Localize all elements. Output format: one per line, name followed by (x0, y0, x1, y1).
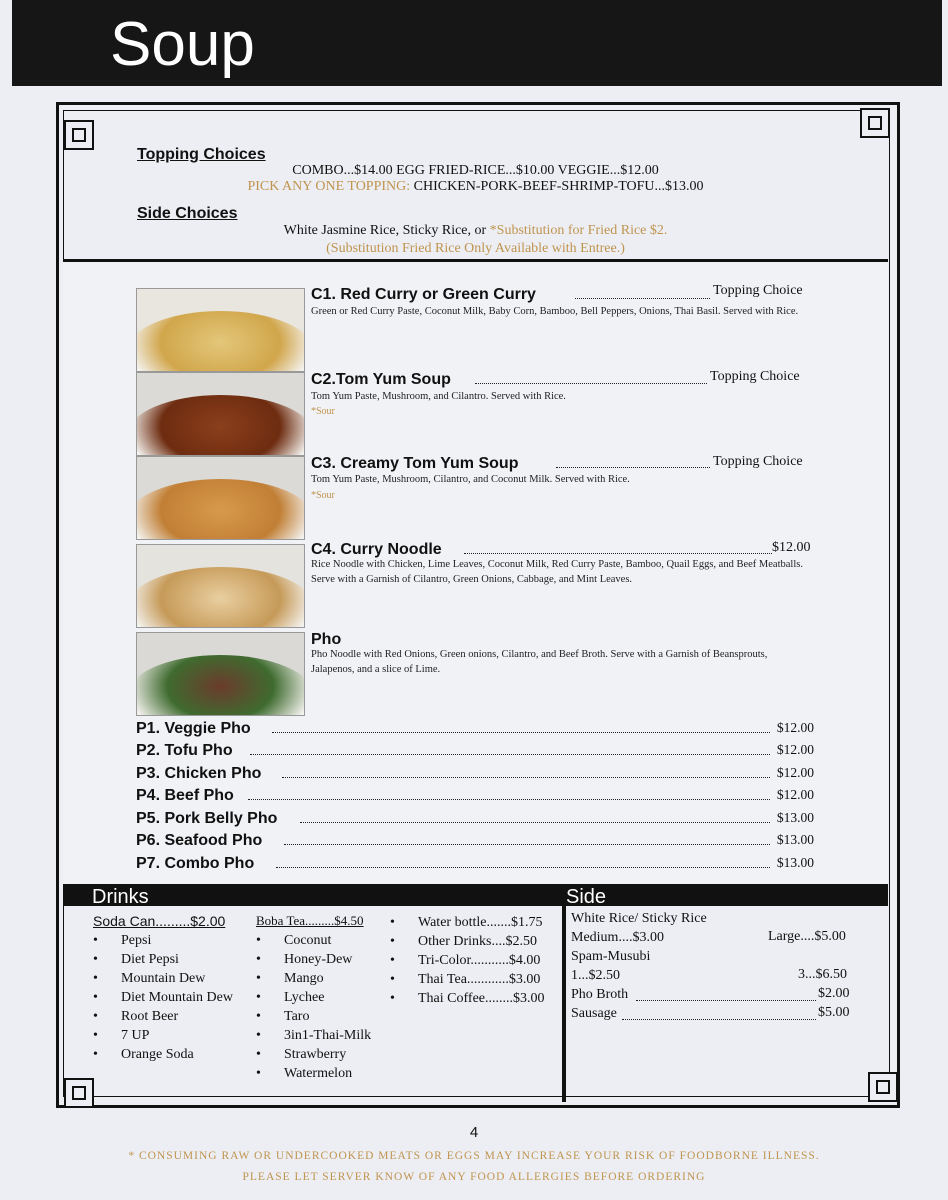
list-item: • Pepsi (93, 931, 233, 950)
pho-row (136, 787, 814, 809)
item-note: *Sour (311, 490, 335, 501)
list-item: • Diet Pepsi (93, 950, 233, 969)
pho-row (136, 832, 814, 854)
item-price: Topping Choice (710, 369, 800, 384)
topping-choices-title: Topping Choices (137, 146, 266, 163)
list-item: • Lychee (256, 988, 371, 1007)
leader-dots (475, 383, 707, 384)
red-curry-photo (136, 288, 305, 372)
list-item: • Root Beer (93, 1007, 233, 1026)
list-item: • Mango (256, 969, 371, 988)
leader-dots (282, 777, 770, 778)
item-name: C4. Curry Noodle (311, 541, 442, 558)
list-item: • 3in1-Thai-Milk (256, 1026, 371, 1045)
list-item: • Diet Mountain Dew (93, 988, 233, 1007)
leader-dots (622, 1019, 816, 1020)
pho-row (136, 720, 814, 742)
list-item: • Thai Tea............$3.00 (390, 970, 545, 989)
list-item: • Other Drinks....$2.50 (390, 932, 545, 951)
pick-label: PICK ANY ONE TOPPING: (247, 179, 411, 194)
foodborne-warning: * CONSUMING RAW OR UNDERCOOKED MEATS OR EGGS MAY INCREASE YOUR RISK OF FOODBORNE ILLNESS. (128, 1150, 820, 1162)
soda-can-header: Soda Can.........$2.00 (93, 913, 226, 929)
side-choices-title: Side Choices (137, 205, 238, 222)
side-sausage: Sausage (571, 1006, 617, 1021)
leader-dots (556, 467, 710, 468)
leader-dots (575, 298, 710, 299)
page-title: Soup (110, 10, 255, 79)
topping-line-1: COMBO...$14.00 EGG FRIED-RICE...$10.00 VEGGIE...$12.00 (292, 163, 659, 178)
leader-dots (276, 867, 770, 868)
pho-row (136, 810, 814, 832)
item-name: C2.Tom Yum Soup (311, 371, 451, 388)
pho-price: $13.00 (776, 810, 814, 825)
column-divider (562, 884, 566, 1102)
side-pho-broth-price: $2.00 (818, 986, 850, 1001)
side-large: Large....$5.00 (768, 929, 846, 944)
curry-noodle-photo (136, 544, 305, 628)
pho-price: $12.00 (776, 742, 814, 757)
pho-name: P4. Beef Pho (136, 787, 234, 804)
leader-dots (248, 799, 770, 800)
side-spam-1: 1...$2.50 (571, 968, 620, 983)
side-choices-note: *Substitution for Fried Rice $2. (489, 223, 668, 238)
pho-name: P1. Veggie Pho (136, 720, 251, 737)
side-sausage-price: $5.00 (818, 1005, 850, 1020)
creamy-tom-yum-photo (136, 456, 305, 540)
page-number: 4 (469, 1124, 479, 1141)
side-title: Side (566, 886, 607, 908)
pho-price: $13.00 (776, 832, 814, 847)
pho-row (136, 742, 814, 764)
topping-line-2 (63, 179, 888, 195)
tom-yum-photo (136, 372, 305, 456)
list-item: • Honey-Dew (256, 950, 371, 969)
list-item: • Taro (256, 1007, 371, 1026)
side-choices-text: White Jasmine Rice, Sticky Rice, or (283, 223, 487, 238)
pho-name: P2. Tofu Pho (136, 742, 233, 759)
pho-name: P5. Pork Belly Pho (136, 810, 278, 827)
side-spam-3: 3...$6.50 (798, 967, 847, 982)
side-rice-label: White Rice/ Sticky Rice (571, 911, 707, 926)
boba-tea-header: Boba Tea.........$4.50 (256, 913, 364, 928)
boba-list (256, 931, 371, 1083)
item-description: Pho Noodle with Red Onions, Green onions, Cilantro, and Beef Broth. Serve with a Garnish of Beansprouts, Jalapenos, and a slice of Lime. (311, 649, 768, 675)
pho-name: P6. Seafood Pho (136, 832, 263, 849)
corner-ornament (64, 1078, 94, 1108)
drinks-side-band (63, 884, 888, 906)
corner-ornament (860, 108, 890, 138)
item-price: Topping Choice (713, 283, 803, 298)
pho-price: $12.00 (776, 787, 814, 802)
pho-photo (136, 632, 305, 716)
corner-ornament (64, 120, 94, 150)
leader-dots (300, 822, 770, 823)
list-item: • Watermelon (256, 1064, 371, 1083)
pho-price: $12.00 (776, 720, 814, 735)
side-choices-line-2: (Substitution Fried Rice Only Available with Entree.) (326, 241, 625, 256)
item-price: Topping Choice (713, 454, 803, 469)
item-description: Tom Yum Paste, Mushroom, and Cilantro. Served with Rice. (311, 391, 566, 402)
item-description: Tom Yum Paste, Mushroom, Cilantro, and Coconut Milk. Served with Rice. (311, 474, 630, 485)
pho-name: P3. Chicken Pho (136, 765, 262, 782)
leader-dots (250, 754, 770, 755)
pho-row (136, 765, 814, 787)
pho-row (136, 855, 814, 877)
pho-price: $13.00 (776, 855, 814, 870)
item-price: $12.00 (772, 540, 811, 555)
item-name: C3. Creamy Tom Yum Soup (311, 455, 519, 472)
list-item: • Coconut (256, 931, 371, 950)
pick-items: CHICKEN-PORK-BEEF-SHRIMP-TOFU...$13.00 (413, 179, 704, 194)
item-description: Rice Noodle with Chicken, Lime Leaves, Coconut Milk, Red Curry Paste, Bamboo, Quail Eggs, and Beef Meatballs. Serve with a Garnish of Cilantro, Green Onions, Cabbage, and Mint Leaves. (311, 559, 803, 585)
leader-dots (464, 553, 772, 554)
leader-dots (636, 1000, 816, 1001)
list-item: • Mountain Dew (93, 969, 233, 988)
list-item: • Orange Soda (93, 1045, 233, 1064)
drinks-title: Drinks (92, 886, 149, 908)
item-name: C1. Red Curry or Green Curry (311, 286, 536, 303)
pho-price: $12.00 (776, 765, 814, 780)
item-name: Pho (311, 631, 342, 648)
soda-list (93, 931, 233, 1064)
list-item: • Strawberry (256, 1045, 371, 1064)
pho-name: P7. Combo Pho (136, 855, 255, 872)
side-spam-label: Spam-Musubi (571, 949, 651, 964)
item-description: Green or Red Curry Paste, Coconut Milk, Baby Corn, Bamboo, Bell Peppers, Onions, Thai Basil. Served with Rice. (311, 306, 799, 317)
leader-dots (272, 732, 770, 733)
list-item: • Tri-Color...........$4.00 (390, 951, 545, 970)
side-choices-line-1 (63, 223, 888, 239)
side-medium: Medium....$3.00 (571, 930, 664, 945)
allergy-notice: PLEASE LET SERVER KNOW OF ANY FOOD ALLERGIES BEFORE ORDERING (242, 1171, 706, 1183)
leader-dots (284, 844, 770, 845)
list-item: • Thai Coffee........$3.00 (390, 989, 545, 1008)
list-item: • 7 UP (93, 1026, 233, 1045)
list-item: • Water bottle.......$1.75 (390, 913, 545, 932)
item-note: *Sour (311, 406, 335, 417)
side-pho-broth: Pho Broth (571, 987, 629, 1002)
corner-ornament (868, 1072, 898, 1102)
other-drinks-list (390, 913, 545, 1008)
